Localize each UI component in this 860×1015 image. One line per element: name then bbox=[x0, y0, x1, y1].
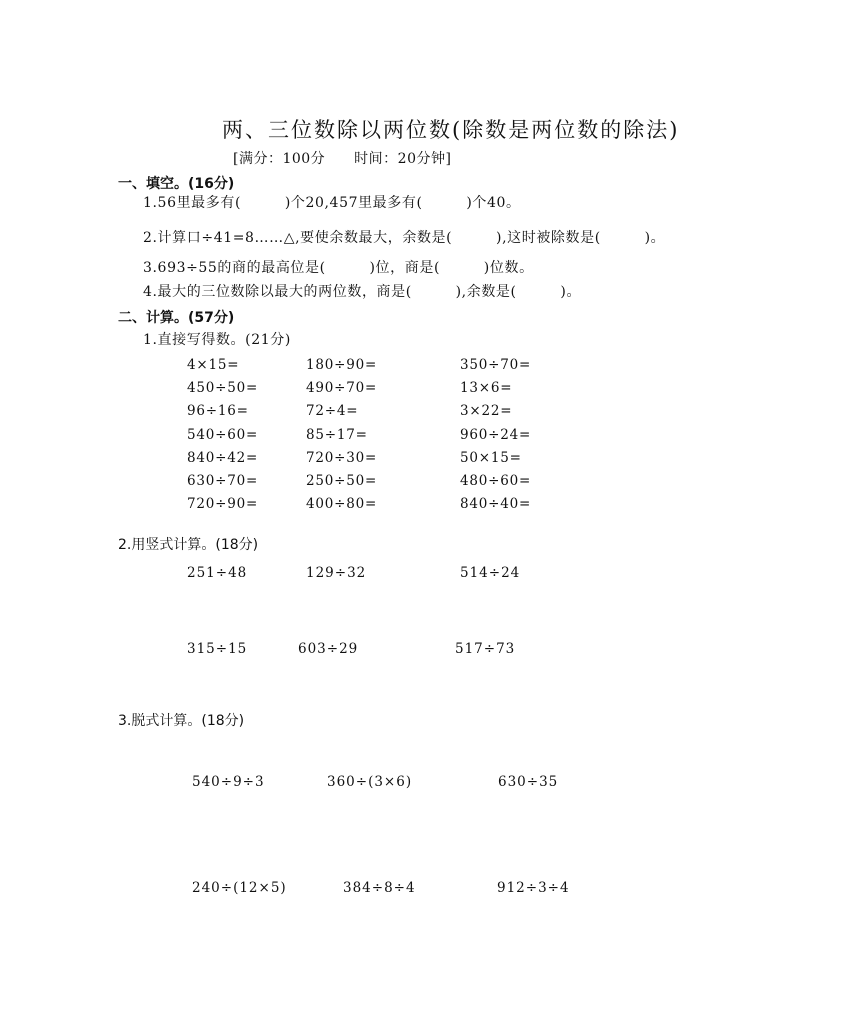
oral-calc-item: 450÷50= bbox=[187, 380, 259, 396]
oral-calc-item: 480÷60= bbox=[460, 473, 532, 489]
question-1: 1.56里最多有( )个20,457里最多有( )个40。 bbox=[143, 195, 521, 211]
oral-calc-item: 490÷70= bbox=[306, 380, 378, 396]
section2-heading: 二、计算。(57分) bbox=[118, 310, 235, 326]
oral-calc-item: 350÷70= bbox=[460, 357, 532, 373]
oral-calc-item: 540÷60= bbox=[187, 427, 259, 443]
step-calc-item: 630÷35 bbox=[498, 774, 559, 790]
vertical-calc-item: 517÷73 bbox=[455, 641, 516, 657]
question-3: 3.693÷55的商的最高位是( )位，商是( )位数。 bbox=[143, 260, 534, 276]
step-calc-item: 912÷3÷4 bbox=[497, 880, 570, 896]
oral-calc-item: 720÷90= bbox=[187, 496, 259, 512]
oral-calc-item: 3×22= bbox=[460, 403, 513, 419]
step-calc-item: 384÷8÷4 bbox=[343, 880, 416, 896]
step-calc-item: 240÷(12×5) bbox=[192, 880, 287, 896]
oral-calc-item: 250÷50= bbox=[306, 473, 378, 489]
page-title: 两、三位数除以两位数(除数是两位数的除法) bbox=[222, 118, 680, 142]
vertical-calc-item: 603÷29 bbox=[298, 641, 359, 657]
oral-calc-item: 180÷90= bbox=[306, 357, 378, 373]
oral-calc-item: 4×15= bbox=[187, 357, 240, 373]
step-calc-item: 540÷9÷3 bbox=[192, 774, 265, 790]
oral-calc-item: 840÷42= bbox=[187, 450, 259, 466]
oral-calc-item: 630÷70= bbox=[187, 473, 259, 489]
oral-calc-item: 50×15= bbox=[460, 450, 522, 466]
part2-heading: 2.用竖式计算。(18分) bbox=[118, 537, 259, 553]
oral-calc-item: 13×6= bbox=[460, 380, 513, 396]
oral-calc-item: 400÷80= bbox=[306, 496, 378, 512]
part3-heading: 3.脱式计算。(18分) bbox=[118, 713, 245, 729]
oral-calc-item: 840÷40= bbox=[460, 496, 532, 512]
question-4: 4.最大的三位数除以最大的两位数，商是( ),余数是( )。 bbox=[143, 284, 582, 300]
section1-heading: 一、填空。(16分) bbox=[118, 176, 235, 192]
oral-calc-item: 960÷24= bbox=[460, 427, 532, 443]
vertical-calc-item: 315÷15 bbox=[187, 641, 248, 657]
vertical-calc-item: 129÷32 bbox=[306, 565, 367, 581]
oral-calc-item: 720÷30= bbox=[306, 450, 378, 466]
oral-calc-item: 72÷4= bbox=[306, 403, 359, 419]
part1-heading: 1.直接写得数。(21分) bbox=[143, 332, 291, 348]
vertical-calc-item: 251÷48 bbox=[187, 565, 248, 581]
vertical-calc-item: 514÷24 bbox=[460, 565, 521, 581]
subtitle: [满分：100分 时间：20分钟] bbox=[233, 151, 452, 167]
oral-calc-item: 96÷16= bbox=[187, 403, 249, 419]
oral-calc-item: 85÷17= bbox=[306, 427, 368, 443]
question-2: 2.计算口÷41=8……△,要使余数最大，余数是( ),这时被除数是( )。 bbox=[143, 230, 666, 246]
step-calc-item: 360÷(3×6) bbox=[327, 774, 413, 790]
